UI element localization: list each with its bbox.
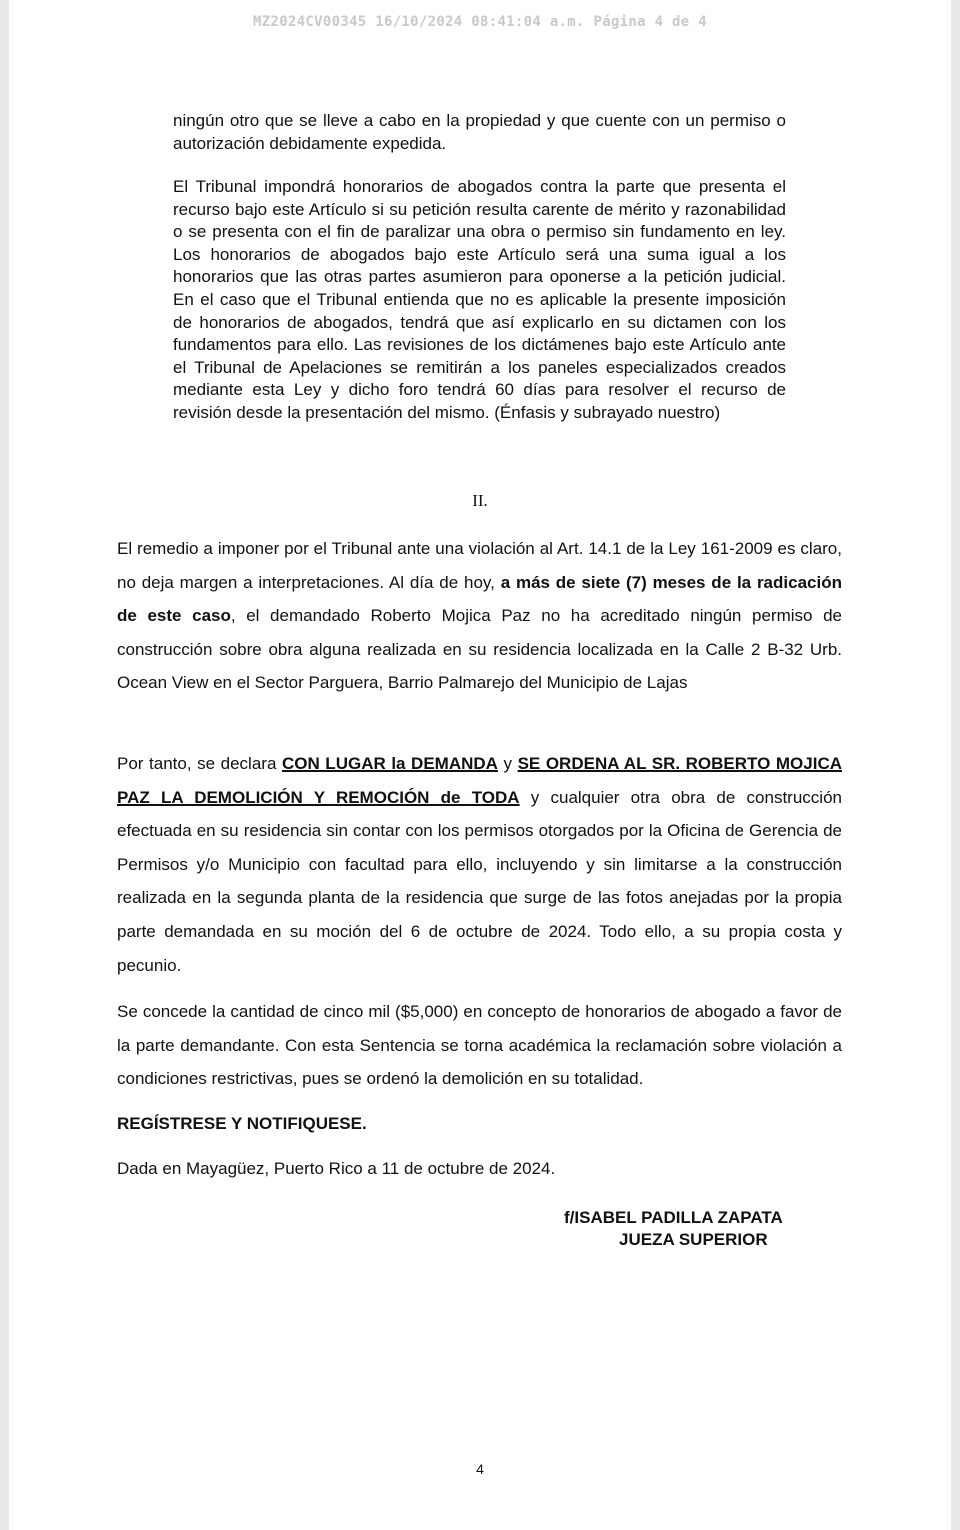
document-header: MZ2024CV00345 16/10/2024 08:41:04 a.m. Página 4 de 4 [253, 14, 707, 30]
paragraph-fees: Se concede la cantidad de cinco mil ($5,000) en concepto de honorarios de abogado a favor de la parte demandante. Con esta Sentencia se torna académica la reclamación sobre violación a condiciones restrictivas, pues se ordenó la demolición en su totalidad. [117, 1002, 842, 1089]
signature-name: f/ISABEL PADILLA ZAPATA [564, 1208, 783, 1227]
register-notify: REGÍSTRESE Y NOTIFIQUESE. [117, 1114, 367, 1133]
paragraph-remedy-emphasis: a más de siete (7) meses de la radicación de este caso [117, 572, 842, 626]
page-number: 4 [476, 1461, 484, 1477]
section-number: II. [472, 491, 488, 510]
page-edge-right [951, 0, 960, 1530]
paragraph-ruling-text-a: Por tanto, se declara [117, 754, 282, 773]
signature-title: JUEZA SUPERIOR [619, 1230, 768, 1249]
paragraph-ruling-text-c: y [497, 754, 518, 773]
paragraph-remedy [117, 532, 842, 700]
paragraph-remedy-text-c: , el demandado Roberto Mojica Paz no ha acreditado ningún permiso de construcción sobre obra alguna realizada en su residencia localizada en la Calle 2 B-32 Urb. Ocean View en el Sector Parguera, Barrio Palmarejo del Municipio de Lajas [117, 606, 842, 693]
ruling-con-lugar: CON LUGAR la DEMANDA [281, 754, 498, 773]
given-date-line: Dada en Mayagüez, Puerto Rico a 11 de octubre de 2024. [117, 1159, 556, 1178]
paragraph-ruling [117, 747, 842, 982]
page-edge-left [0, 0, 9, 1530]
paragraph-ruling-text-e: y cualquier otra obra de construcción efectuada en su residencia sin contar con los permisos otorgados por la Oficina de Gerencia de Permisos y/o Municipio con facultad para ello, incluyendo y sin limitarse a la construcción realizada en la segunda planta de la residencia que surge de las fotos anejadas por la propia parte demandada en su moción del 6 de octubre de 2024. Todo ello, a su propia costa y pecunio. [117, 787, 842, 975]
quoted-paragraph-1: ningún otro que se lleve a cabo en la propiedad y que cuente con un permiso o autorización debidamente expedida. [173, 111, 786, 153]
paragraph-remedy-text-a: El remedio a imponer por el Tribunal ante una violación al Art. 14.1 de la Ley 161-2009 es claro, no deja margen a interpretaciones. Al día de hoy, [117, 539, 842, 592]
ruling-order-demolition: SE ORDENA AL SR. ROBERTO MOJICA PAZ LA DEMOLICIÓN Y REMOCIÓN de TODA [117, 754, 843, 807]
quoted-paragraph-2: El Tribunal impondrá honorarios de abogados contra la parte que presenta el recurso bajo este Artículo si su petición resulta carente de mérito y razonabilidad o se presenta con el fin de paralizar una obra o permiso sin fundamento en ley. Los honorarios de abogados bajo este Artículo será una suma igual a los honorarios que las otras partes asumieron para oponerse a la petición judicial. En el caso que el Tribunal entienda que no es aplicable la presente imposición de honorarios de abogados, tendrá que así explicarlo en su dictamen con los fundamentos para ello. Las revisiones de los dictámenes bajo este Artículo ante el Tribunal de Apelaciones se remitirán a los paneles especializados creados mediante esta Ley y dicho foro tendrá 60 días para resolver el recurso de revisión desde la presentación del mismo. (Énfasis y subrayado nuestro) [173, 177, 786, 422]
